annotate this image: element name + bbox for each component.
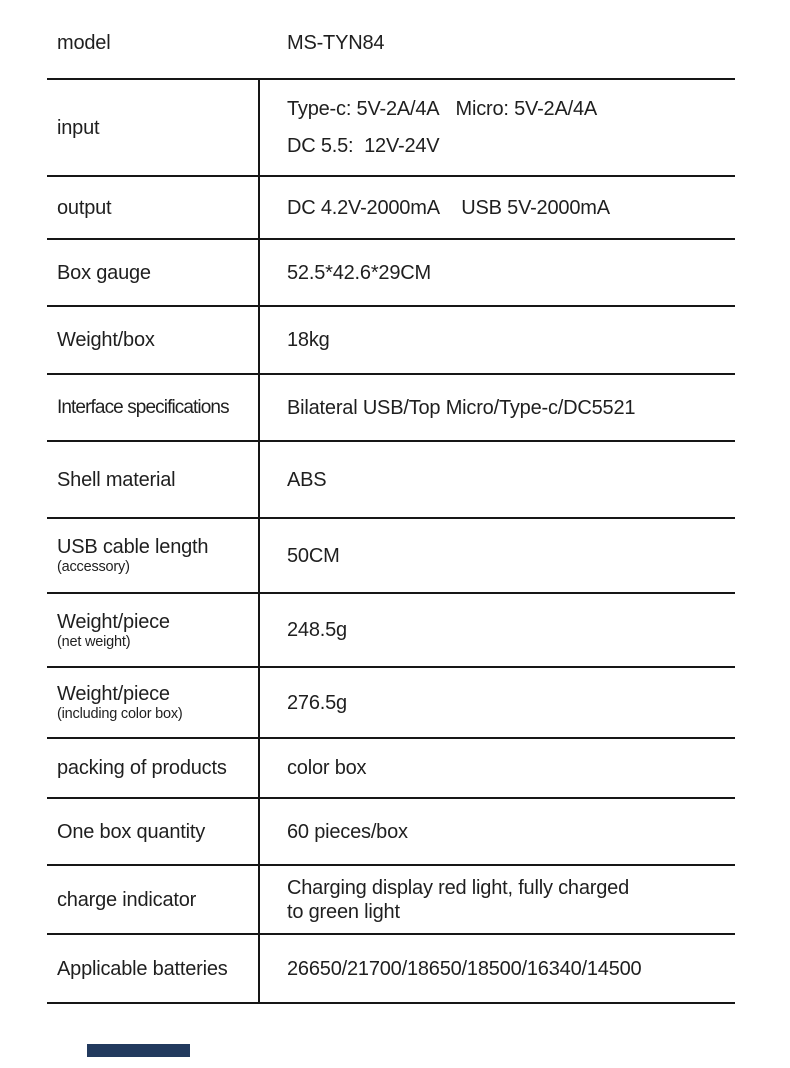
row-value-cell	[260, 594, 735, 666]
table-row	[47, 80, 735, 177]
table-row	[47, 519, 735, 594]
row-value: 50CM	[287, 544, 340, 567]
table-row	[47, 177, 735, 240]
table-row	[47, 866, 735, 935]
row-sublabel: (accessory)	[57, 559, 130, 575]
row-value: Bilateral USB/Top Micro/Type-c/DC5521	[287, 396, 636, 419]
row-label-cell	[47, 519, 260, 592]
table-row	[47, 375, 735, 442]
row-value-cell	[260, 307, 735, 373]
row-label-cell	[47, 307, 260, 373]
row-label-cell	[47, 739, 260, 797]
row-value: ABS	[287, 468, 327, 491]
row-label: Applicable batteries	[57, 957, 228, 980]
row-label-cell	[47, 442, 260, 517]
row-label-cell	[47, 866, 260, 933]
row-label: Weight/piece	[57, 683, 170, 705]
row-label: Box gauge	[57, 261, 151, 284]
row-value-line: Charging display red light, fully charged	[287, 876, 629, 899]
row-label: Weight/box	[57, 329, 155, 351]
row-value: 248.5g	[287, 619, 347, 641]
row-label: packing of products	[57, 757, 227, 779]
row-label-cell	[47, 80, 260, 175]
row-value: 60 pieces/box	[287, 820, 408, 843]
row-label: Interface specifications	[57, 396, 229, 418]
table-row	[47, 240, 735, 307]
row-value-cell	[260, 668, 735, 737]
table-row	[47, 935, 735, 1004]
row-label-cell	[47, 668, 260, 737]
row-value-cell	[260, 519, 735, 592]
row-value-cell	[260, 80, 735, 175]
row-sublabel: (net weight)	[57, 633, 131, 650]
row-value-cell	[260, 240, 735, 305]
row-label: model	[57, 32, 111, 54]
row-label: USB cable length	[57, 536, 209, 558]
row-value: DC 4.2V-2000mA USB 5V-2000mA	[287, 196, 610, 219]
table-row	[47, 668, 735, 739]
row-value-cell	[260, 442, 735, 517]
row-value: 26650/21700/18650/18500/16340/14500	[287, 957, 642, 980]
bottom-accent-bar	[87, 1044, 190, 1057]
table-row	[47, 594, 735, 668]
row-value: 18kg	[287, 329, 330, 351]
row-label: output	[57, 196, 112, 219]
row-sublabel: (including color box)	[57, 706, 183, 722]
row-label-cell	[47, 177, 260, 238]
table-row	[47, 799, 735, 866]
row-value-cell	[260, 935, 735, 1002]
row-value: 276.5g	[287, 691, 347, 714]
row-label-cell	[47, 594, 260, 666]
row-value: 52.5*42.6*29CM	[287, 261, 431, 284]
row-value-cell	[260, 799, 735, 864]
row-value: color box	[287, 757, 367, 779]
row-label-cell	[47, 375, 260, 440]
row-value-line: Type-c: 5V-2A/4A Micro: 5V-2A/4A	[287, 98, 598, 120]
row-value-cell	[260, 375, 735, 440]
row-label: Shell material	[57, 468, 176, 491]
table-row	[47, 739, 735, 799]
row-label: input	[57, 116, 100, 139]
row-label-cell	[47, 8, 260, 78]
row-value-cell	[260, 177, 735, 238]
row-label-cell	[47, 799, 260, 864]
row-value-cell	[260, 866, 735, 933]
row-value-line: DC 5.5: 12V-24V	[287, 135, 440, 157]
row-label: Weight/piece	[57, 610, 170, 633]
row-value-cell	[260, 8, 735, 78]
row-label: One box quantity	[57, 820, 206, 843]
table-row	[47, 8, 735, 80]
table-row	[47, 307, 735, 375]
row-label-cell	[47, 240, 260, 305]
row-value	[287, 97, 735, 158]
row-value: MS-TYN84	[287, 32, 385, 54]
spec-table	[47, 8, 735, 1004]
row-value-line: to green light	[287, 900, 400, 923]
row-value-cell	[260, 739, 735, 797]
row-label-cell	[47, 935, 260, 1002]
row-label: charge indicator	[57, 888, 197, 911]
row-value	[287, 876, 735, 924]
table-row	[47, 442, 735, 519]
